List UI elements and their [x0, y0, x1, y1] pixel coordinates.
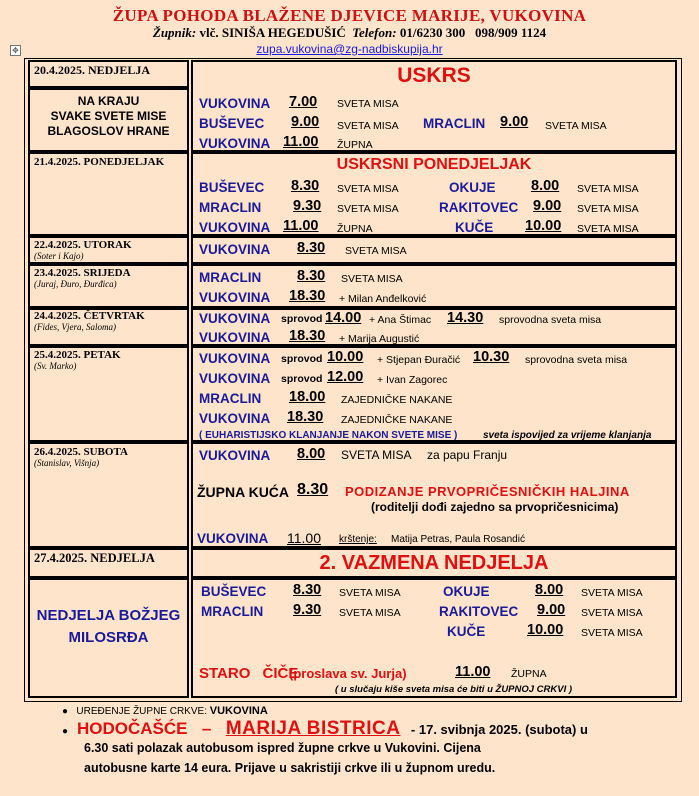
funeral-label: sprovod [281, 313, 323, 325]
mass-time: 18.30 [289, 288, 326, 304]
day-cell-note [28, 578, 189, 698]
mass-time: 11.00 [283, 218, 319, 234]
intention-label: + Ivan Zagorec [377, 374, 448, 386]
mercy-sunday-line: MILOSRĐA [68, 629, 149, 646]
mass-time: 10.30 [473, 349, 510, 365]
day-cell-date [28, 152, 189, 236]
bullet-icon: ● [62, 726, 69, 737]
mass-time: 11.00 [283, 134, 319, 150]
place-name: VUKOVINA [199, 242, 271, 257]
saints-of-day: (Stanislav, Višnja) [34, 458, 100, 468]
phone-number: 01/6230 300 [399, 25, 466, 40]
mass-time: 9.00 [291, 114, 320, 130]
mass-label: sprovodna sveta misa [525, 354, 628, 366]
parish-title: ŽUPA POHODA BLAŽENE DJEVICE MARIJE, VUKOVINA [112, 6, 587, 25]
mass-time: 8.30 [297, 268, 326, 284]
mass-intention: za papu Franju [427, 448, 508, 462]
pastor-name: vlč. SINIŠA HEGEDUŠIĆ [199, 25, 346, 40]
cleaning-village: VUKOVINA [209, 705, 268, 717]
mass-time: 8.30 [291, 178, 320, 194]
mass-label: ŽUPNA [337, 223, 373, 235]
mass-label: SVETA MISA [545, 120, 607, 132]
mass-label: SVETA MISA [337, 183, 399, 195]
place-name: VUKOVINA [199, 136, 271, 151]
mass-label: SVETA MISA [581, 587, 643, 599]
place-name: VUKOVINA [199, 290, 271, 305]
place-name: BUŠEVEC [201, 584, 267, 599]
place-name: BUŠEVEC [199, 116, 265, 131]
place-name: MRACLIN [199, 200, 262, 215]
saints-of-day: (Fides, Vjera, Saloma) [34, 322, 116, 332]
date-label: 21.4.2025. PONEDJELJAK [34, 156, 165, 168]
mass-time: 9.00 [533, 198, 562, 214]
mercy-sunday-line: NEDJELJA BOŽJEG [36, 607, 181, 624]
mass-label: SVETA MISA [339, 587, 401, 599]
baptism-label: krštenje: [339, 534, 377, 545]
mass-label: SVETA MISA [337, 203, 399, 215]
funeral-label: sprovod [281, 353, 323, 365]
feast-title: USKRSNI PONEDJELJAK [336, 156, 532, 173]
date-label: 20.4.2025. NEDJELJA [34, 63, 151, 77]
pastor-label: Župnik: [152, 25, 197, 40]
place-name: VUKOVINA [199, 330, 271, 345]
table-move-handle-icon[interactable]: ✥ [10, 45, 21, 56]
phone-label: Telefon: [352, 25, 397, 40]
feast-title: USKRS [397, 64, 471, 87]
mass-time: 10.00 [525, 218, 562, 234]
blessing-note-line: SVAKE SVETE MISE [50, 109, 167, 123]
saints-of-day: (Sv. Marko) [34, 361, 77, 371]
mass-time: 9.00 [500, 114, 529, 130]
day-cell-schedule [191, 346, 677, 442]
mass-label: ŽUPNA [511, 668, 547, 680]
event-label: PODIZANJE PRVOPRIČESNIČKIH HALJINA [345, 484, 630, 499]
day-cell-date [28, 442, 189, 548]
saints-of-day: (Juraj, Đuro, Đurđica) [34, 279, 117, 289]
place-name: OKUJE [449, 180, 496, 195]
day-cell-schedule [191, 308, 677, 346]
mass-label: sprovodna sveta misa [499, 314, 602, 326]
pilgrimage-date: - 17. svibnja 2025. (subota) u [410, 722, 588, 737]
pilgrimage-details-line: autobusne karte 14 eura. Prijave u sakristiji crkve ili u župnom uredu. [84, 761, 496, 775]
pilgrimage-dash: – [201, 719, 212, 738]
rain-note: ( u slučaju kiše sveta misa će biti u ŽUPNOJ CRKVI ) [335, 684, 573, 695]
day-cell-date [28, 548, 189, 578]
place-name: RAKITOVEC [439, 200, 519, 215]
day-cell-schedule [191, 578, 677, 698]
place-name: KUČE [455, 220, 494, 235]
baptism-names: Matija Petras, Paula Rosandić [391, 534, 525, 545]
baptism-time: 11.00 [287, 530, 321, 546]
mass-time: 10.00 [327, 349, 364, 365]
mass-time: 18.30 [289, 328, 326, 344]
confession-note: sveta ispovijed za vrijeme klanjanja [483, 430, 652, 441]
place-name: VUKOVINA [199, 311, 271, 326]
place-name: MRACLIN [201, 604, 264, 619]
pilgrimage-label: HODOČAŠĆE [76, 719, 188, 738]
mass-label: ZAJEDNIČKE NAKANE [341, 414, 453, 426]
mass-time: 9.30 [293, 198, 322, 214]
date-label: 27.4.2025. NEDJELJA [34, 551, 155, 565]
mass-label: SVETA MISA [339, 607, 401, 619]
mass-label: SVETA MISA [581, 627, 643, 639]
place-name: VUKOVINA [199, 411, 271, 426]
day-cell-date [28, 236, 189, 264]
place-name: VUKOVINA [199, 371, 271, 386]
mass-time: 18.30 [287, 409, 324, 425]
mass-label: SVETA MISA [577, 203, 639, 215]
place-name: VUKOVINA [199, 351, 271, 366]
place-name: KUČE [447, 624, 486, 639]
intention-label: + Marija Augustić [339, 333, 420, 345]
day-cell-schedule [191, 264, 677, 308]
mass-label: ZAJEDNIČKE NAKANE [341, 394, 453, 406]
day-cell-note [28, 88, 189, 152]
pilgrimage-details-line: 6.30 sati polazak autobusom ispred župne crkve u Vukovini. Cijena [84, 741, 481, 755]
mass-label: SVETA MISA [341, 448, 412, 462]
place-name: MRACLIN [199, 391, 262, 406]
mass-time: 8.30 [293, 582, 322, 598]
day-cell-schedule [191, 152, 677, 236]
cleaning-label: UREĐENJE ŽUPNE CRKVE: [76, 706, 207, 717]
blessing-note-line: NA KRAJU [77, 94, 140, 108]
funeral-label: sprovod [281, 373, 323, 385]
day-cell-date [28, 264, 189, 308]
date-label: 22.4.2025. UTORAK [34, 239, 132, 251]
mass-time: 9.00 [537, 602, 566, 618]
day-cell-schedule [191, 60, 677, 152]
mass-time: 8.00 [535, 582, 564, 598]
mass-label: SVETA MISA [337, 120, 399, 132]
list-item-pilgrimage [62, 718, 588, 740]
mass-label: SVETA MISA [581, 607, 643, 619]
place-name: VUKOVINA [197, 531, 269, 546]
mass-label: SVETA MISA [577, 223, 639, 235]
place-name: VUKOVINA [199, 220, 271, 235]
contact-line [0, 25, 699, 41]
pilgrimage-destination: MARIJA BISTRICA [225, 718, 401, 739]
mass-time: 10.00 [527, 622, 564, 638]
place-name: MRACLIN [199, 270, 262, 285]
mass-label: SVETA MISA [337, 98, 399, 110]
mass-time: 8.30 [297, 481, 329, 498]
feast-title: 2. VAZMENA NEDJELJA [319, 552, 549, 574]
place-name: OKUJE [443, 584, 490, 599]
mass-time: 14.00 [325, 310, 362, 326]
mass-time: 8.30 [297, 240, 326, 256]
mass-time: 8.00 [531, 178, 560, 194]
blessing-note-line: BLAGOSLOV HRANE [47, 124, 170, 138]
mobile-number: 098/909 1124 [474, 25, 547, 40]
email-link[interactable]: zupa.vukovina@zg-nadbiskupija.hr [256, 42, 443, 56]
bullet-icon: ● [62, 706, 69, 717]
date-label: 25.4.2025. PETAK [34, 349, 121, 361]
adoration-note: ( EUHARISTIJSKO KLANJANJE NAKON SVETE MISE ) [199, 430, 458, 441]
place-name: VUKOVINA [199, 96, 271, 111]
feast-note: (proslava sv. Jurja) [289, 666, 407, 681]
intention-label: + Stjepan Đuračić [377, 354, 461, 366]
day-cell-schedule [191, 236, 677, 264]
mass-label: SVETA MISA [341, 273, 403, 285]
saints-of-day: (Soter i Kajo) [34, 251, 84, 261]
mass-time: 18.00 [289, 389, 326, 405]
intention-label: + Milan Anđelković [339, 293, 427, 305]
mass-label: SVETA MISA [577, 183, 639, 195]
list-item-church-cleaning [62, 705, 268, 717]
mass-time: 9.30 [293, 602, 322, 618]
intention-label: + Ana Štimac [369, 314, 432, 326]
mass-time: 7.00 [289, 94, 318, 110]
date-label: 26.4.2025. SUBOTA [34, 446, 128, 458]
day-cell-schedule [191, 442, 677, 548]
place-name: STARO ČIČE [199, 665, 299, 682]
day-cell-date [28, 60, 189, 88]
mass-label: SVETA MISA [345, 245, 407, 257]
place-name: VUKOVINA [199, 448, 271, 463]
place-name: ŽUPNA KUĆA [197, 484, 290, 500]
day-cell-date [28, 346, 189, 442]
date-label: 24.4.2025. ČETVRTAK [34, 310, 145, 322]
place-name: RAKITOVEC [439, 604, 519, 619]
mass-time: 14.30 [447, 310, 484, 326]
mass-label: ŽUPNA [337, 139, 373, 151]
mass-time: 11.00 [455, 664, 491, 680]
place-name: BUŠEVEC [199, 180, 265, 195]
event-note: (roditelji dođi zajedno sa prvopričesnicima) [371, 500, 619, 514]
date-label: 23.4.2025. SRIJEDA [34, 267, 131, 279]
day-cell-date [28, 308, 189, 346]
mass-time: 12.00 [327, 369, 364, 385]
mass-time: 8.00 [297, 446, 326, 462]
day-cell-feast [191, 548, 677, 578]
place-name: MRACLIN [423, 116, 486, 131]
